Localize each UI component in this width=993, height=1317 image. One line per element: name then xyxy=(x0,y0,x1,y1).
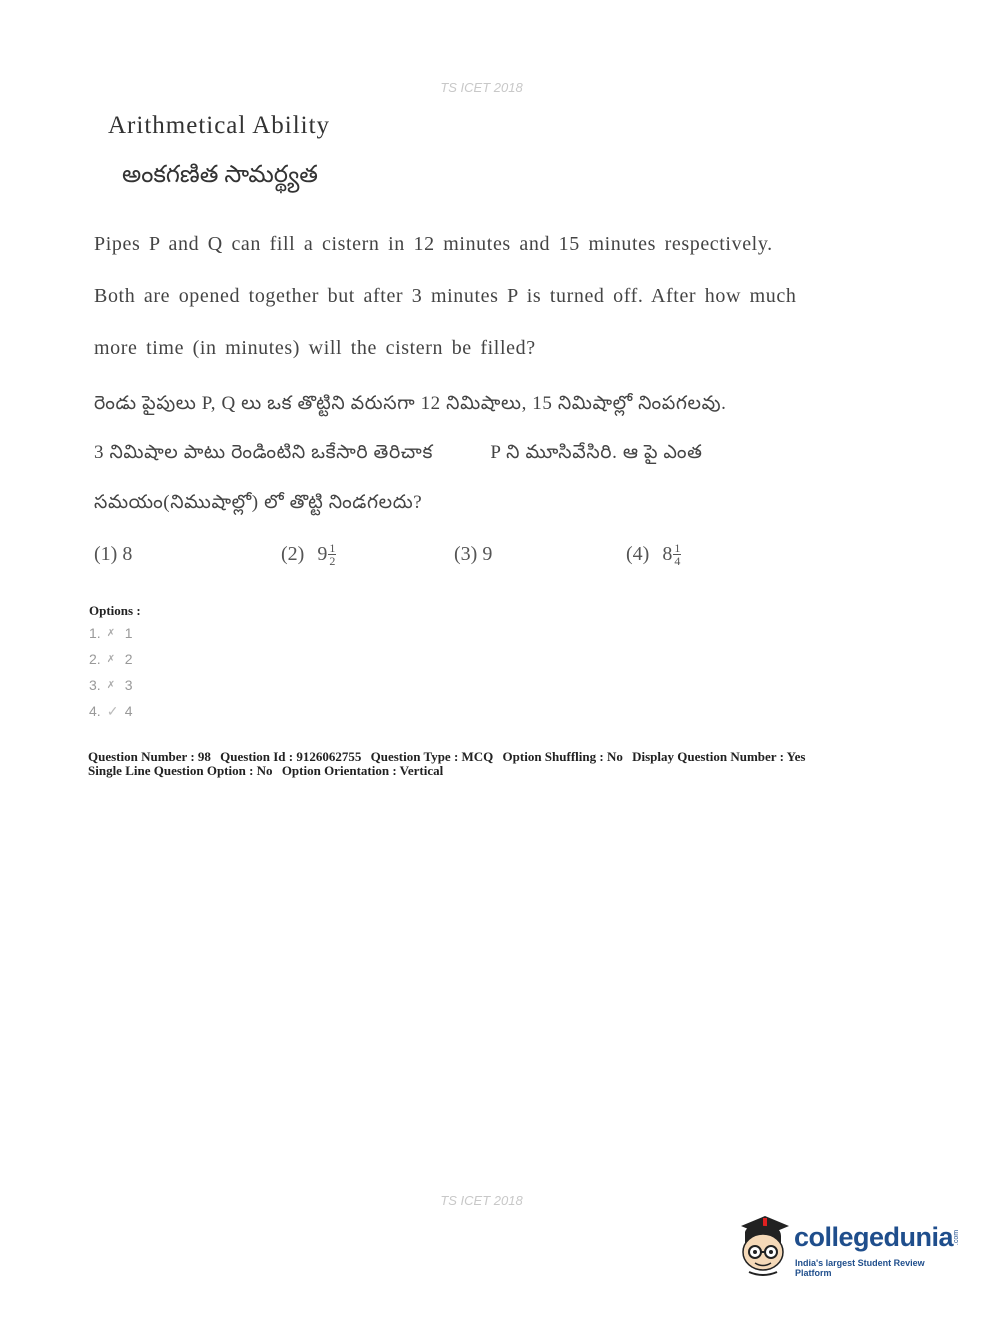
choice-4 xyxy=(626,543,681,568)
logo-suffix: .com xyxy=(953,1229,961,1246)
question-line-en-1: Pipes P and Q can fill a cistern in 12 minutes and 15 minutes respectively. xyxy=(94,233,773,255)
choice-1: (1) 8 xyxy=(94,543,133,565)
question-line-en-3: more time (in minutes) will the cistern be filled? xyxy=(94,337,536,359)
watermark-top: TS ICET 2018 xyxy=(440,80,523,95)
choice-2-denominator: 2 xyxy=(329,554,336,568)
cross-icon: ✗ xyxy=(106,680,116,691)
option-item-2 xyxy=(89,651,132,667)
option-item-3 xyxy=(89,677,132,693)
choice-4-whole: 8 xyxy=(662,543,673,566)
question-line-te-2 xyxy=(94,442,703,468)
meta-option-shuffling: Option Shuffling : No xyxy=(502,749,623,764)
cross-icon: ✗ xyxy=(106,654,116,665)
meta-question-id: Question Id : 9126062755 xyxy=(220,749,362,764)
student-mascot-icon xyxy=(735,1212,791,1278)
option-value: 1 xyxy=(124,625,133,641)
question-line-te-2a: 3 నిమిషాల పాటు రెండింటిని ఒకేసారి తెరిచాక xyxy=(94,442,434,463)
choice-2-numerator: 1 xyxy=(329,541,336,555)
choice-4-numerator: 1 xyxy=(674,541,681,555)
meta-display-question-number: Display Question Number : Yes xyxy=(632,749,806,764)
choice-3: (3) 9 xyxy=(454,543,493,565)
meta-question-number: Question Number : 98 xyxy=(88,749,211,764)
check-icon: ✓ xyxy=(106,703,119,719)
meta-question-type: Question Type : MCQ xyxy=(370,749,494,764)
question-line-te-3: సమయం(నిముషాల్లో) లో తొట్టి నిండగలదు? xyxy=(94,492,423,513)
watermark-bottom: TS ICET 2018 xyxy=(440,1193,523,1208)
meta-option-orientation: Option Orientation : Vertical xyxy=(281,763,444,778)
options-label: Options : xyxy=(89,603,141,618)
option-number: 3. xyxy=(89,677,101,693)
option-value: 3 xyxy=(124,677,133,693)
meta-single-line-option: Single Line Question Option : No xyxy=(88,763,273,778)
choice-2 xyxy=(281,543,336,568)
option-number: 2. xyxy=(89,651,101,667)
question-line-te-2b: P ని మూసివేసిరి. ఆ పై ఎంత xyxy=(490,442,703,463)
choice-2-fraction xyxy=(328,542,336,567)
logo-wordmark: collegedunia xyxy=(794,1222,954,1252)
option-number: 1. xyxy=(89,625,101,641)
section-title-telugu: అంకగణిత సామర్థ్యత xyxy=(122,162,318,188)
option-value: 2 xyxy=(124,651,133,667)
cross-icon: ✗ xyxy=(106,628,116,639)
section-title: Arithmetical Ability xyxy=(108,112,331,139)
choice-2-label: (2) xyxy=(281,543,305,566)
choice-4-label: (4) xyxy=(626,543,650,566)
option-number: 4. xyxy=(89,703,101,719)
question-meta-line-2 xyxy=(88,763,449,779)
choice-4-denominator: 4 xyxy=(674,554,681,568)
logo-tagline: India's largest Student Review Platform xyxy=(795,1258,925,1278)
choice-2-whole: 9 xyxy=(317,543,328,566)
option-value: 4 xyxy=(124,703,133,719)
option-item-1 xyxy=(89,625,132,641)
option-item-4 xyxy=(89,703,132,720)
question-line-en-2: Both are opened together but after 3 minutes P is turned off. After how much xyxy=(94,285,797,307)
question-line-te-1: రెండు పైపులు P, Q లు ఒక తొట్టిని వరుసగా 12 నిమిషాలు, 15 నిమిషాల్లో నింపగలవు. xyxy=(94,393,727,414)
choice-4-fraction xyxy=(673,542,681,567)
collegedunia-logo xyxy=(735,1212,960,1280)
